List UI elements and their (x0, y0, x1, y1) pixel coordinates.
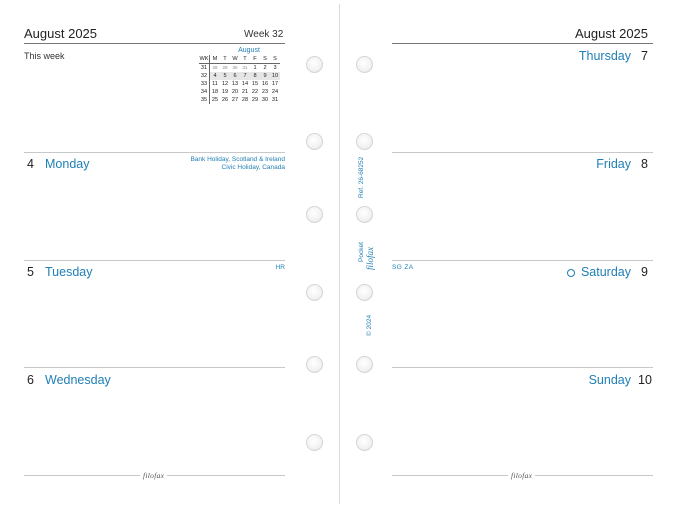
binder-hole (306, 434, 323, 451)
mc-day: 5 (220, 72, 230, 80)
mc-header: WK (199, 56, 209, 62)
mc-day: 11 (212, 81, 218, 87)
mc-day: 27 (231, 97, 239, 103)
mc-day: 12 (221, 81, 229, 87)
mc-row (199, 72, 280, 80)
day-rule (24, 152, 285, 153)
mc-header: W (230, 55, 240, 64)
binder-hole (306, 356, 323, 373)
binder-hole (306, 56, 323, 73)
mc-week: 32 (199, 72, 210, 80)
filofax-logo: filofax (140, 471, 167, 480)
holiday-note: Bank Holiday, Scotland & Ireland (190, 156, 285, 163)
mc-day: 31 (242, 65, 248, 70)
mc-day: 4 (210, 72, 221, 80)
mc-day: 18 (211, 89, 219, 95)
mc-week: 31 (199, 64, 210, 73)
right-month-label: August 2025 (575, 26, 649, 41)
mc-day: 25 (211, 97, 219, 103)
mc-day: 3 (273, 65, 277, 71)
mc-day: 19 (221, 89, 229, 95)
day-number-sunday: 10 (638, 373, 652, 387)
mc-day: 6 (230, 72, 240, 80)
day-name-saturday: Saturday (580, 265, 631, 279)
mc-day: 13 (231, 81, 239, 87)
day-number-wednesday: 6 (27, 373, 34, 387)
mini-calendar (199, 46, 287, 104)
mc-day: 8 (250, 72, 260, 80)
mc-row (199, 80, 280, 88)
mc-day: 21 (241, 89, 249, 95)
day-name-sunday: Sunday (588, 373, 631, 387)
mc-day: 1 (253, 65, 257, 71)
day-name-wednesday: Wednesday (45, 373, 111, 387)
right-header-rule (392, 43, 653, 44)
left-month-label: August 2025 (24, 26, 98, 41)
day-name-friday: Friday (596, 157, 631, 171)
spine-product: Pocket (358, 242, 365, 262)
mc-row (199, 88, 280, 96)
page-divider (339, 4, 340, 504)
holiday-note: Civic Holiday, Canada (221, 164, 285, 171)
mc-day: 29 (222, 65, 228, 70)
binder-hole (356, 206, 373, 223)
moon-phase-icon (567, 269, 575, 277)
day-number-thursday: 7 (641, 49, 648, 63)
mc-day: 20 (231, 89, 239, 95)
mc-day: 29 (251, 97, 259, 103)
mc-day: 17 (271, 81, 279, 87)
mini-calendar-grid (199, 55, 280, 104)
mc-day: 28 (212, 65, 218, 70)
mc-row (199, 96, 280, 104)
day-rule (392, 260, 653, 261)
mc-day: 22 (251, 89, 259, 95)
spine-ref: Ref. 26-68252 (358, 156, 365, 198)
day-rule (392, 152, 653, 153)
mc-day: 28 (241, 97, 249, 103)
mc-day: 7 (240, 72, 250, 80)
this-week-label: This week (24, 51, 65, 61)
mc-day: 2 (263, 65, 267, 71)
binder-hole (356, 434, 373, 451)
binder-hole (306, 133, 323, 150)
mc-day: 30 (261, 97, 269, 103)
binder-hole (306, 284, 323, 301)
mc-header: M (210, 55, 221, 64)
binder-hole (356, 356, 373, 373)
day-number-saturday: 9 (641, 265, 648, 279)
day-rule (392, 367, 653, 368)
mc-day: 23 (261, 89, 269, 95)
day-rule (24, 367, 285, 368)
mc-week: 35 (199, 96, 210, 104)
mc-week: 33 (199, 80, 210, 88)
left-header-rule (24, 43, 285, 44)
mc-day: 14 (241, 81, 249, 87)
mc-header: T (220, 55, 230, 64)
mc-day: 15 (251, 81, 259, 87)
day-number-monday: 4 (27, 157, 34, 171)
mc-day: 9 (260, 72, 270, 80)
week-label: Week 32 (244, 29, 284, 40)
day-name-tuesday: Tuesday (45, 265, 93, 279)
holiday-note: SG ZA (392, 264, 414, 271)
mc-day: 24 (271, 89, 279, 95)
mc-header: S (260, 55, 270, 64)
mc-header: F (250, 55, 260, 64)
mc-header: S (270, 55, 280, 64)
mc-day: 10 (271, 73, 279, 79)
day-number-tuesday: 5 (27, 265, 34, 279)
filofax-logo: filofax (508, 471, 535, 480)
spine-copyright: © 2024 (366, 314, 373, 336)
binder-hole (306, 206, 323, 223)
spine-brand-logo: filofax (365, 247, 375, 270)
mc-header: T (240, 55, 250, 64)
day-number-friday: 8 (641, 157, 648, 171)
mc-day: 31 (271, 97, 279, 103)
binder-hole (356, 56, 373, 73)
day-name-thursday: Thursday (578, 49, 631, 63)
mc-week: 34 (199, 88, 210, 96)
binder-hole (356, 133, 373, 150)
mc-row (199, 64, 280, 73)
mc-day: 16 (261, 81, 269, 87)
mc-day: 26 (221, 97, 229, 103)
mini-calendar-title: August (238, 47, 260, 54)
day-name-monday: Monday (45, 157, 90, 171)
day-rule (24, 260, 285, 261)
holiday-note: HR (275, 264, 285, 271)
binder-hole (356, 284, 373, 301)
mc-day: 30 (232, 65, 238, 70)
